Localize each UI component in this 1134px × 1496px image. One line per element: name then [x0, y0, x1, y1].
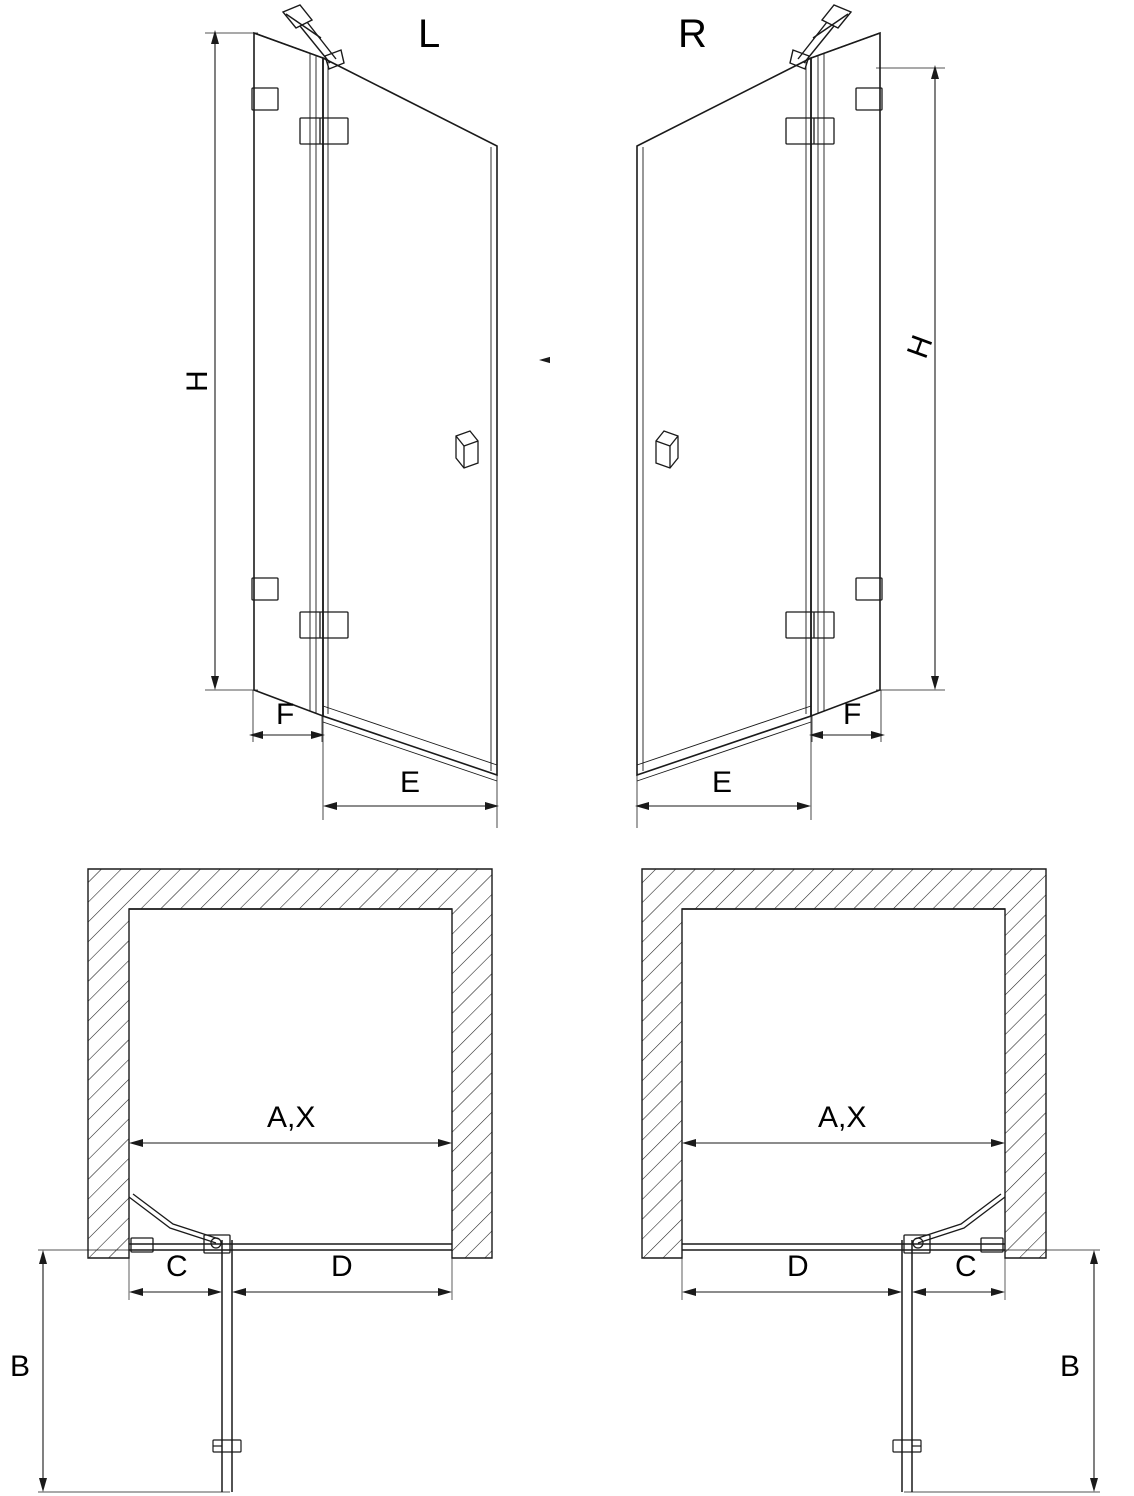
wall-hatch-left: [88, 869, 492, 1258]
label-depth-right: B: [1060, 1350, 1081, 1383]
label-height-right: H: [901, 330, 940, 363]
plan-view-left: [38, 869, 492, 1492]
label-side-left: L: [418, 12, 441, 56]
isometric-view-left: [0, 5, 539, 828]
wall-hatch-right: [642, 869, 1046, 1258]
isometric-view-right: [635, 5, 945, 828]
label-height-left: H: [181, 369, 214, 392]
label-segment-c-right: C: [955, 1250, 978, 1283]
label-overall-width-right: A,X: [818, 1101, 867, 1134]
label-depth-left: B: [10, 1350, 31, 1383]
label-fixed-panel-left: F: [276, 698, 295, 731]
label-segment-d-left: D: [331, 1250, 354, 1283]
label-side-right: R: [678, 12, 707, 56]
label-door-panel-right: E: [712, 766, 733, 799]
dimension-h-left: [0, 30, 539, 690]
label-door-panel-left: E: [400, 766, 421, 799]
dimension-h-right: [876, 65, 945, 690]
plan-view-right: [642, 869, 1100, 1492]
dimension-b-left: [38, 1250, 230, 1492]
label-segment-d-right: D: [787, 1250, 810, 1283]
label-fixed-panel-right: F: [843, 698, 862, 731]
label-overall-width-left: A,X: [267, 1101, 316, 1134]
label-segment-c-left: C: [166, 1250, 189, 1283]
